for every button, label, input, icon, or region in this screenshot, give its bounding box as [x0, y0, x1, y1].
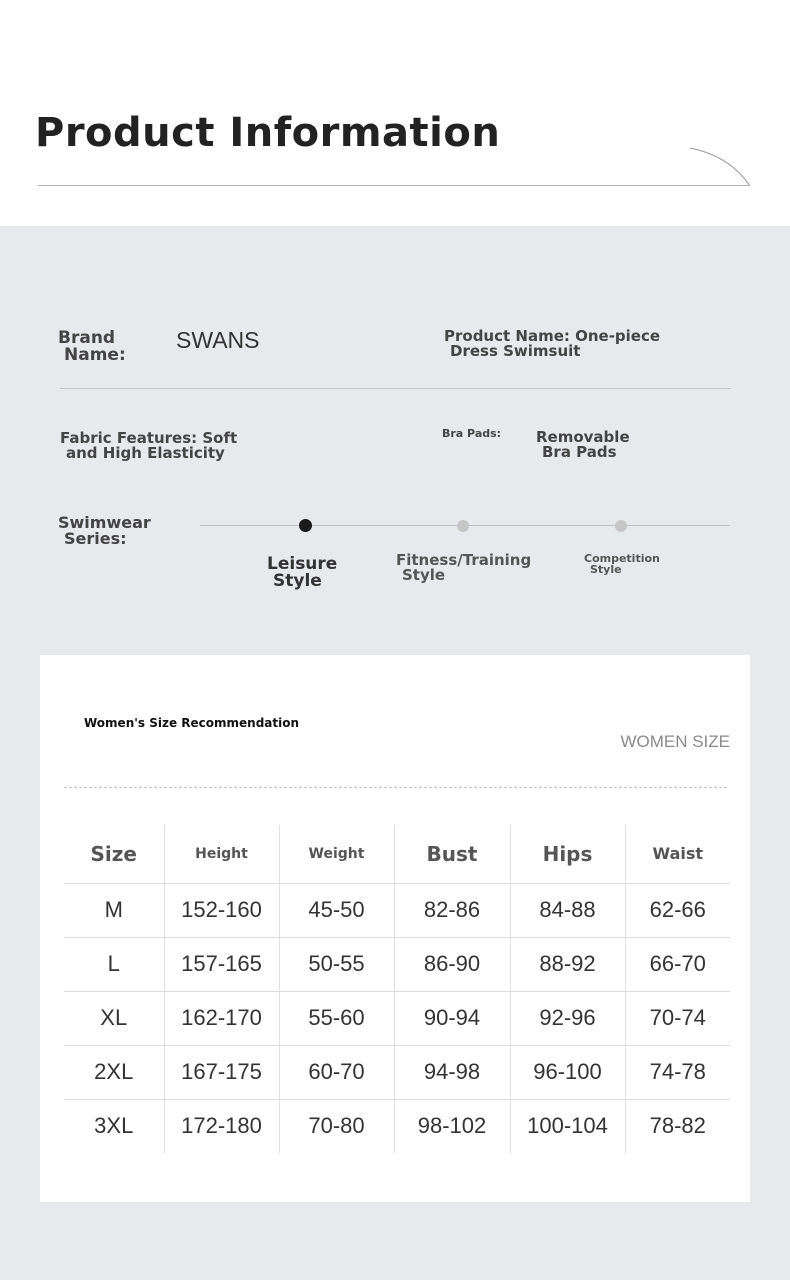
cell-height: 172-180 [164, 1099, 279, 1153]
cell-hips: 92-96 [510, 991, 625, 1045]
product-name: Product Name: One-piece Dress Swimsuit [444, 327, 661, 360]
cell-hips: 84-88 [510, 883, 625, 937]
size-card-title: Women's Size Recommendation [84, 716, 300, 730]
cell-waist: 74-78 [625, 1045, 730, 1099]
series-dot-leisure-selected [299, 519, 312, 532]
brand-value: SWANS [176, 327, 260, 353]
series-option-fitness: Fitness/Training Style [396, 551, 532, 584]
cell-bust: 82-86 [394, 883, 510, 937]
table-row [64, 1099, 730, 1153]
size-card-divider [64, 787, 727, 788]
size-card-subtitle: WOMEN SIZE [620, 732, 730, 751]
cell-hips: 88-92 [510, 937, 625, 991]
cell-waist: 66-70 [625, 937, 730, 991]
size-recommendation-card [40, 655, 750, 1202]
cell-weight: 55-60 [279, 991, 394, 1045]
cell-hips: 100-104 [510, 1099, 625, 1153]
cell-weight: 50-55 [279, 937, 394, 991]
fabric-features: Fabric Features: Soft and High Elasticity [60, 429, 238, 462]
series-dot-competition [615, 520, 627, 532]
decorative-arc-icon [688, 146, 752, 188]
table-row [64, 1045, 730, 1099]
cell-height: 162-170 [164, 991, 279, 1045]
cell-size: 2XL [64, 1045, 164, 1099]
bra-pads-label: Bra Pads: [442, 427, 502, 440]
table-row [64, 991, 730, 1045]
cell-bust: 94-98 [394, 1045, 510, 1099]
product-info-section [0, 226, 790, 655]
cell-bust: 90-94 [394, 991, 510, 1045]
header [0, 0, 790, 226]
cell-height: 152-160 [164, 883, 279, 937]
cell-size: 3XL [94, 1113, 134, 1139]
cell-height: 157-165 [164, 937, 279, 991]
cell-size: XL [64, 991, 164, 1045]
cell-hips: 96-100 [510, 1045, 625, 1099]
cell-size: M [64, 883, 164, 937]
cell-waist: 70-74 [625, 991, 730, 1045]
swimwear-series-label: Swimwear Series: [58, 513, 151, 548]
series-option-leisure: Leisure Style [267, 554, 338, 591]
table-row [64, 937, 730, 991]
header-hips: Hips [510, 825, 625, 883]
header-waist: Waist [625, 825, 730, 883]
series-option-competition: Competition Style [584, 552, 660, 576]
header-size: Size [64, 825, 164, 883]
info-divider [60, 388, 731, 389]
header-bust: Bust [394, 825, 510, 883]
size-table-header-row [64, 825, 730, 883]
cell-height: 167-175 [164, 1045, 279, 1099]
table-row [64, 883, 730, 937]
series-dot-fitness [457, 520, 469, 532]
cell-size: L [64, 937, 164, 991]
cell-bust: 86-90 [394, 937, 510, 991]
cell-waist: 62-66 [625, 883, 730, 937]
header-height: Height [164, 825, 279, 883]
cell-weight: 70-80 [279, 1099, 394, 1153]
cell-weight: 60-70 [279, 1045, 394, 1099]
title-divider [38, 185, 750, 186]
header-weight: Weight [279, 825, 394, 883]
cell-weight: 45-50 [279, 883, 394, 937]
bra-pads-value: Removable Bra Pads [536, 428, 630, 461]
page-title: Product Information [35, 110, 501, 156]
cell-waist: 78-82 [625, 1099, 730, 1153]
brand-label: Brand Name: [58, 328, 126, 365]
cell-bust: 98-102 [394, 1099, 510, 1153]
size-table [64, 825, 730, 1153]
